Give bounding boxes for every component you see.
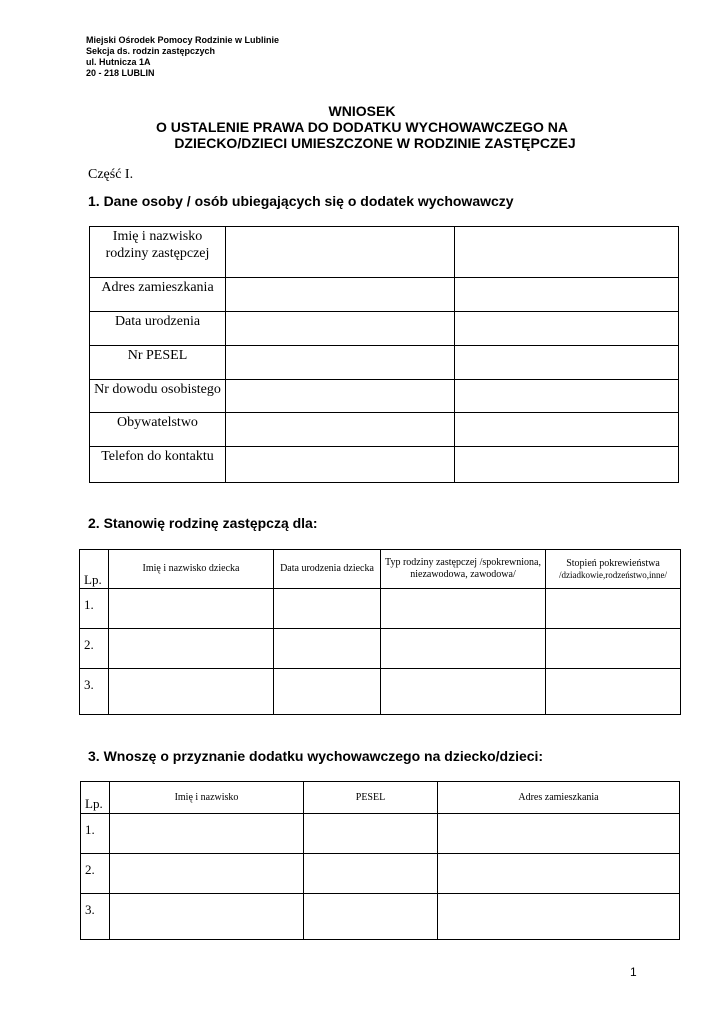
table-row [80,669,681,715]
org-name: Miejski Ośrodek Pomocy Rodzinie w Lublinie [86,35,280,45]
address-field[interactable] [438,814,680,854]
table-row [90,413,679,447]
family-type-field[interactable] [381,589,546,629]
org-city: 20 - 218 LUBLIN [86,68,155,78]
row-number: 3. [81,894,110,940]
section3-heading: 3. Wnoszę o przyznanie dodatku wychowawczego na dziecko/dzieci: [88,748,544,764]
child-name-field[interactable] [109,589,274,629]
table-header-row [81,782,680,814]
column-header-name: Imię i nazwisko [110,782,304,814]
child-dob-field[interactable] [274,589,381,629]
table-row [81,814,680,854]
title-line-3: DZIECKO/DZIECI UMIESZCZONE W RODZINIE ZASTĘPCZEJ [174,135,576,151]
table-row [90,346,679,380]
name-field[interactable] [110,814,304,854]
relationship-field[interactable] [546,629,681,669]
applicant-1-phone-field[interactable] [226,447,455,483]
row-label: Nr PESEL [90,346,226,380]
address-field[interactable] [438,854,680,894]
foster-children-table [79,549,681,715]
pesel-field[interactable] [304,854,438,894]
section2-heading: 2. Stanowię rodzinę zastępczą dla: [88,515,318,531]
column-header-lp: Lp. [80,550,109,589]
column-header-child-dob: Data urodzenia dziecka [274,550,381,589]
applicant-2-address-field[interactable] [455,278,679,312]
allowance-children-table [80,781,680,940]
applicant-2-dob-field[interactable] [455,312,679,346]
family-type-field[interactable] [381,629,546,669]
row-label: Obywatelstwo [90,413,226,447]
table-row [81,894,680,940]
child-name-field[interactable] [109,629,274,669]
table-row [80,629,681,669]
applicant-2-citizenship-field[interactable] [455,413,679,447]
table-row [80,589,681,629]
child-dob-field[interactable] [274,669,381,715]
relationship-field[interactable] [546,589,681,629]
column-header-address: Adres zamieszkania [438,782,680,814]
address-field[interactable] [438,894,680,940]
applicant-data-table [89,226,679,483]
table-header-row [80,550,681,589]
applicant-2-name-field[interactable] [455,227,679,278]
row-number: 2. [81,854,110,894]
relationship-title: Stopień pokrewieństwa [566,557,660,569]
row-label: Telefon do kontaktu [90,447,226,483]
page-number: 1 [630,965,637,979]
pesel-field[interactable] [304,894,438,940]
table-row [90,380,679,413]
applicant-1-address-field[interactable] [226,278,455,312]
applicant-2-id-field[interactable] [455,380,679,413]
applicant-1-name-field[interactable] [226,227,455,278]
column-header-lp: Lp. [81,782,110,814]
row-number: 1. [80,589,109,629]
family-type-field[interactable] [381,669,546,715]
row-number: 3. [80,669,109,715]
row-label: Nr dowodu osobistego [90,380,226,413]
applicant-2-pesel-field[interactable] [455,346,679,380]
table-row [81,854,680,894]
relationship-field[interactable] [546,669,681,715]
child-dob-field[interactable] [274,629,381,669]
org-street: ul. Hutnicza 1A [86,57,151,67]
applicant-2-phone-field[interactable] [455,447,679,483]
title-line-2: O USTALENIE PRAWA DO DODATKU WYCHOWAWCZEGO NA [156,119,568,135]
column-header-family-type: Typ rodziny zastępczej /spokrewniona, niezawodowa, zawodowa/ [381,550,546,589]
org-department: Sekcja ds. rodzin zastępczych [86,46,216,56]
document-title [0,103,724,151]
child-name-field[interactable] [109,669,274,715]
row-label: Data urodzenia [90,312,226,346]
applicant-1-citizenship-field[interactable] [226,413,455,447]
pesel-field[interactable] [304,814,438,854]
column-header-pesel: PESEL [304,782,438,814]
name-field[interactable] [110,894,304,940]
name-field[interactable] [110,854,304,894]
applicant-1-pesel-field[interactable] [226,346,455,380]
applicant-1-id-field[interactable] [226,380,455,413]
table-row [90,447,679,483]
table-row [90,278,679,312]
row-number: 1. [81,814,110,854]
table-row [90,227,679,278]
applicant-1-dob-field[interactable] [226,312,455,346]
column-header-child-name: Imię i nazwisko dziecka [109,550,274,589]
title-line-1: WNIOSEK [328,103,396,119]
column-header-relationship [546,550,681,589]
organization-header [86,35,279,79]
row-label: Imię i nazwisko rodziny zastępczej [90,227,226,278]
row-number: 2. [80,629,109,669]
section1-heading: 1. Dane osoby / osób ubiegających się o dodatek wychowawczy [88,193,514,209]
part-label: Część I. [88,167,134,182]
row-label: Adres zamieszkania [90,278,226,312]
table-row [90,312,679,346]
relationship-hint: /dziadkowie,rodzeństwo,inne/ [559,569,667,580]
